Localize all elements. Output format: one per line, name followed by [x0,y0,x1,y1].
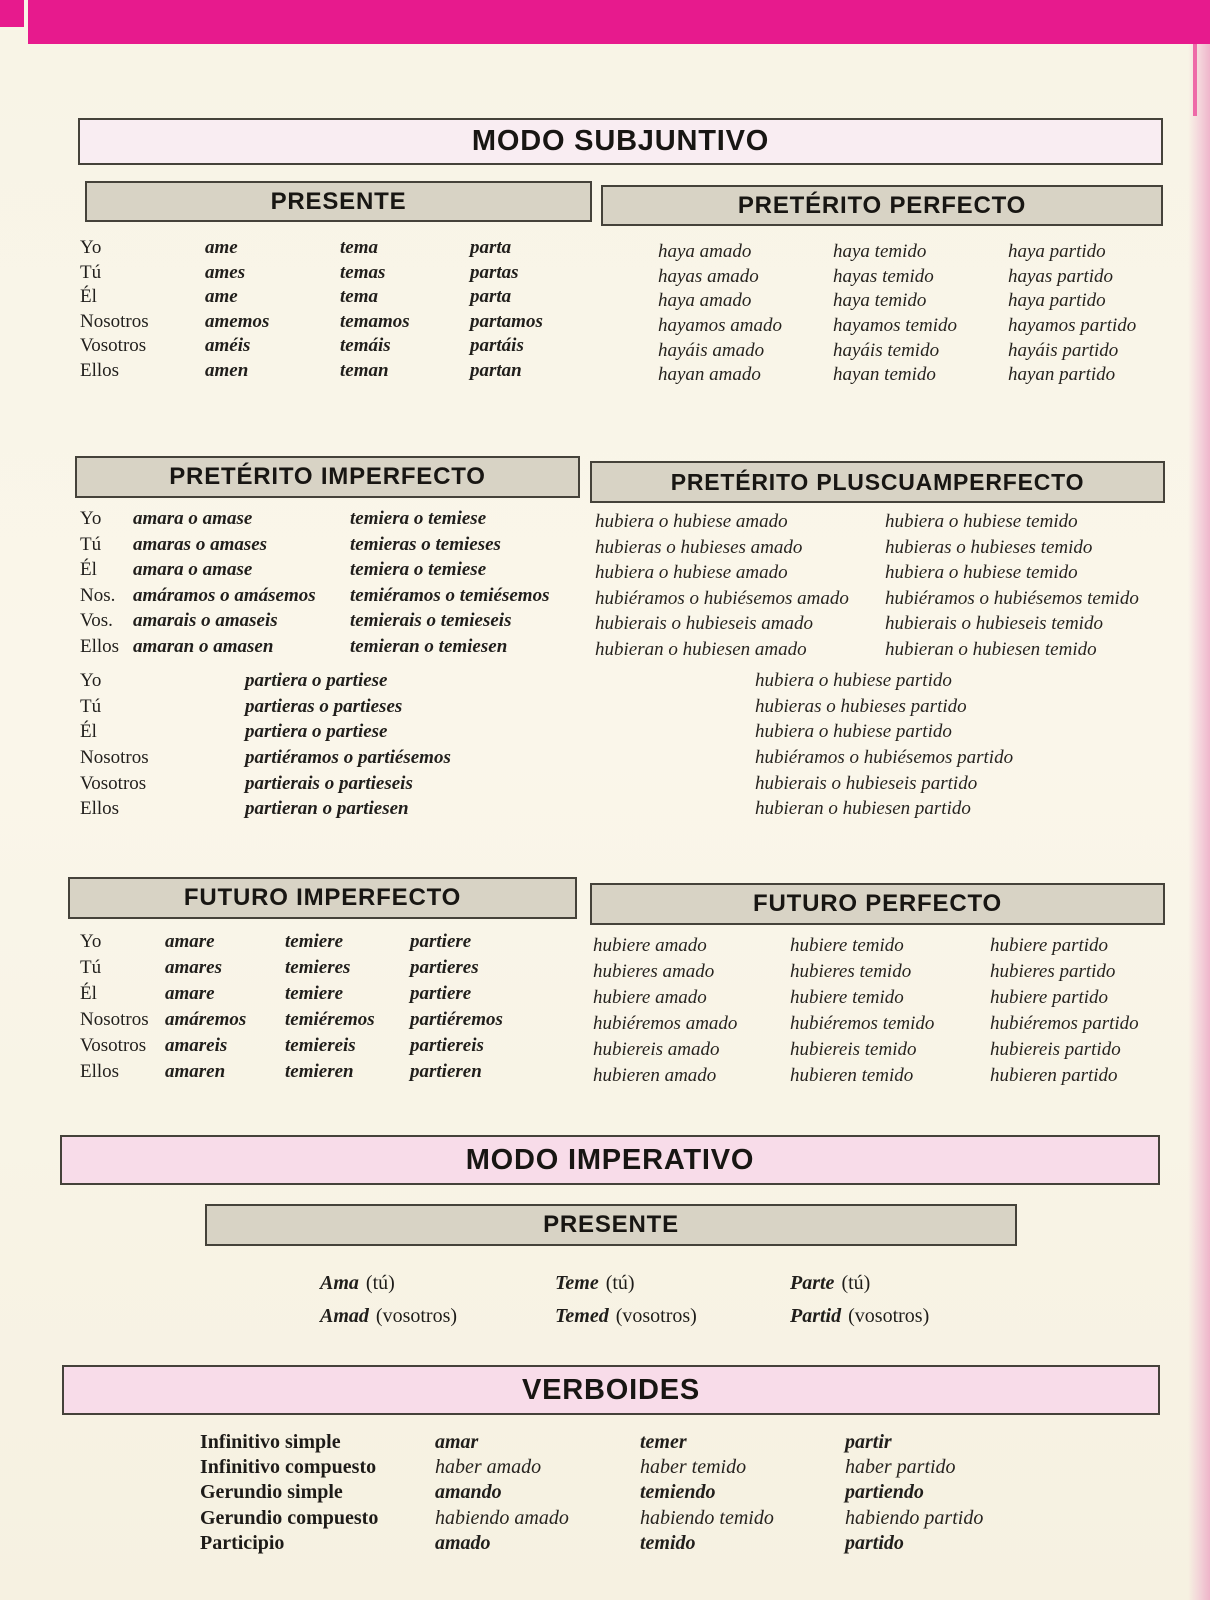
verb-form: tema [340,286,378,307]
verb-form: hubiere temido [790,935,904,956]
pronoun: Tú [80,261,102,283]
verb-form: temiera o temiese [350,508,487,529]
verb-form: amáramos o amásemos [133,584,316,606]
table-futuro-perfecto [593,935,1165,1091]
verb-form: hubiera o hubiese amado [595,511,788,532]
verb-form: tema [340,237,378,258]
verb-form: hubiera o hubiese partido [755,670,952,691]
verb-form: hayan amado [658,364,761,386]
verb-form: hayas amado [658,265,759,287]
person-note: (tú) [841,1272,871,1294]
pronoun: Tú [80,695,102,717]
verb-form: amando [435,1481,502,1504]
verb-form: haber amado [435,1456,542,1479]
table-preterito-perfecto [658,241,1163,389]
verb-form: hubiere amado [593,935,707,956]
verb-form: amen [205,359,249,381]
pronoun: Vos. [80,610,113,632]
verb-form: hayas partido [1008,265,1114,287]
verb-form: hubieren temido [790,1065,914,1086]
verb-form: partas [470,261,519,283]
verb-form: hayamos temido [833,315,958,337]
verb-form: hubieres amado [593,961,715,982]
verb-form: hayamos amado [658,315,783,337]
verb-form: hubiere temido [790,987,904,1008]
verb-form: hubiere partido [990,935,1109,956]
verb-form: hubieres partido [990,961,1116,982]
verb-form: amar [435,1431,479,1453]
top-magenta-bar [28,0,1210,44]
verb-form: hubieras o hubieses partido [755,695,967,717]
person-note: (tú) [605,1272,635,1294]
verb-form: amáremos [165,1009,247,1030]
pronoun: Yo [80,670,102,691]
corner-magenta-square [0,0,24,27]
verb-form: hubierais o hubieseis amado [595,613,813,635]
verb-form: partáis [470,335,524,356]
verb-form: habiendo temido [640,1506,774,1529]
verb-form: hubiera o hubiese partido [755,721,952,743]
verb-form: hubiera o hubiese temido [885,511,1078,532]
imperative-cell [555,1305,790,1328]
pronoun: Nosotros [80,310,149,332]
tense-header-imperativo-presente: PRESENTE [205,1204,1017,1246]
verb-form: habiendo partido [845,1506,984,1529]
verb-form: Ama [320,1272,359,1294]
verb-form: hubieran o hubiesen amado [595,638,807,660]
verb-form: partiere [410,931,472,952]
verb-form: hayan temido [833,364,936,386]
verb-form: amara o amase [133,508,253,529]
verb-form: amares [165,957,222,978]
verb-form: hubieran o hubiesen partido [755,798,971,820]
verb-form: temieres [285,957,351,978]
verb-form: amaran o amasen [133,635,274,657]
verb-form: partamos [470,310,543,332]
pronoun: Vosotros [80,335,147,356]
verb-form: hayáis amado [658,339,765,361]
pronoun: Ellos [80,359,120,381]
verb-form: Teme [555,1272,599,1294]
verb-form: haya partido [1008,241,1106,262]
verb-form: hubiéremos temido [790,1013,935,1034]
verb-form: temiere [285,983,344,1004]
verb-form: hubiéramos o hubiésemos temido [885,587,1139,609]
verb-form: hayas temido [833,265,934,287]
verb-form: temiéramos o temiésemos [350,584,550,606]
tense-header-preterito-imperfecto: PRETÉRITO IMPERFECTO [75,456,580,498]
table-imperativo [320,1272,1165,1338]
verb-form: hayáis partido [1008,339,1119,361]
verb-form: hayan partido [1008,364,1116,386]
verb-form: partan [470,359,522,381]
verboide-label: Infinitivo simple [200,1431,341,1453]
verb-form: partieren [410,1061,482,1082]
imperative-cell [320,1305,555,1328]
pronoun: Él [80,286,97,307]
person-note: (vosotros) [615,1305,697,1327]
verboide-label: Participio [200,1531,285,1554]
verb-form: Partid [790,1305,842,1327]
tense-header-preterito-perfecto: PRETÉRITO PERFECTO [601,185,1163,226]
verb-form: partiéremos [410,1009,503,1030]
verb-form: haber partido [845,1456,956,1479]
verb-form: hubiéremos amado [593,1013,738,1034]
pronoun: Ellos [80,798,120,820]
verb-form: temiereis [285,1035,356,1056]
verb-form: amaren [165,1061,226,1082]
pronoun: Yo [80,508,102,529]
verb-form: temieren [285,1061,354,1082]
verboide-label: Gerundio simple [200,1481,343,1504]
verb-form: haya amado [658,241,752,262]
verb-form: hayamos partido [1008,315,1137,337]
verb-form: hubierais o hubieseis partido [755,772,978,794]
verb-form: temiendo [640,1481,716,1504]
pronoun: Nosotros [80,747,149,769]
verb-form: partierais o partieseis [245,772,413,794]
pronoun: Vosotros [80,1035,147,1056]
verb-form: Parte [790,1272,835,1294]
table-futuro-imperfecto [80,931,577,1087]
table-preterito-imperfecto-amar-temer [80,508,580,662]
page-edge-pink-strip [1188,44,1210,1600]
verb-form: hubiera o hubiese temido [885,562,1078,584]
table-imperfecto-pluscuamperfecto-partir [80,670,1165,824]
verb-form: partieran o partiesen [245,798,409,820]
verb-form: hubiera o hubiese amado [595,562,788,584]
verb-form: Temed [555,1305,609,1327]
verb-form: temieras o temieses [350,533,501,555]
pronoun: Ellos [80,635,120,657]
verb-form: hubieren partido [990,1065,1118,1086]
verb-form: hubiéramos o hubiésemos partido [755,747,1014,769]
imperative-cell [320,1272,555,1295]
verb-form: partiendo [845,1481,924,1504]
verb-form: hubieras o hubieses temido [885,536,1093,558]
table-pluscuamperfecto-amar-temer [595,511,1165,665]
pronoun: Él [80,721,97,743]
table-presente-subjuntivo [80,237,592,384]
verb-form: amare [165,931,215,952]
verb-form: temamos [340,310,410,332]
verb-form: haber temido [640,1456,747,1479]
verb-form: partido [845,1531,904,1554]
imperative-cell [555,1272,790,1295]
verb-form: partiéramos o partiésemos [245,747,451,769]
verb-form: hubieren amado [593,1065,717,1086]
page-edge-pink-line [1193,44,1197,116]
verb-form: temido [640,1531,696,1554]
verb-form: amemos [205,310,270,332]
pronoun: Nos. [80,584,116,606]
verb-form: temieran o temiesen [350,635,508,657]
verb-form: hubiereis partido [990,1039,1121,1060]
verb-form: hubiere partido [990,987,1109,1008]
pronoun: Nosotros [80,1009,149,1030]
verb-form: partir [845,1431,892,1453]
imperative-cell [790,1305,1165,1328]
verb-form: amado [435,1531,491,1554]
verb-form: hubieran o hubiesen temido [885,638,1097,660]
verb-form: temierais o temieseis [350,610,512,632]
verb-form: haya amado [658,290,752,312]
tense-header-presente: PRESENTE [85,181,592,222]
imperative-cell [790,1272,1165,1295]
verb-form: hayáis temido [833,339,940,361]
verb-form: parta [470,237,512,258]
verb-form: Amad [320,1305,369,1327]
verb-form: amareis [165,1035,228,1056]
verb-form: amarais o amaseis [133,610,278,632]
verb-form: haya partido [1008,290,1106,312]
section-header-modo-imperativo: MODO IMPERATIVO [60,1135,1160,1185]
verb-form: hubieras o hubieses amado [595,536,803,558]
person-note: (vosotros) [375,1305,458,1327]
pronoun: Tú [80,533,102,555]
verb-form: amaras o amases [133,533,268,555]
verb-form: parta [470,286,512,307]
verb-form: temáis [340,335,391,356]
verb-form: partiereis [410,1035,484,1056]
tense-header-futuro-imperfecto: FUTURO IMPERFECTO [68,877,577,919]
verb-form: partiera o partiese [245,670,388,691]
tense-header-preterito-pluscuamperfecto: PRETÉRITO PLUSCUAMPERFECTO [590,461,1165,503]
verboide-label: Gerundio compuesto [200,1506,379,1529]
pronoun: Él [80,559,97,581]
pronoun: Yo [80,931,102,952]
verb-form: haya temido [833,290,927,312]
verb-form: partiere [410,983,472,1004]
verboide-label: Infinitivo compuesto [200,1456,377,1479]
verb-form: amare [165,983,215,1004]
verb-form: hubiereis amado [593,1039,720,1060]
section-header-verboides: VERBOIDES [62,1365,1160,1415]
verb-form: hubiéramos o hubiésemos amado [595,587,849,609]
table-verboides [200,1431,1165,1557]
verb-form: temas [340,261,386,283]
verb-form: partiera o partiese [245,721,388,743]
verb-form: temiere [285,931,344,952]
pronoun: Ellos [80,1061,120,1082]
pronoun: Vosotros [80,772,147,794]
verb-form: amara o amase [133,559,253,581]
verb-form: ame [205,237,238,258]
pronoun: Yo [80,237,102,258]
pronoun: Tú [80,957,102,978]
person-note: (tú) [365,1272,395,1294]
tense-header-futuro-perfecto: FUTURO PERFECTO [590,883,1165,925]
verb-form: hubiere amado [593,987,707,1008]
person-note: (vosotros) [848,1305,930,1327]
verb-form: temiéremos [285,1009,375,1030]
verb-form: hubiéremos partido [990,1013,1139,1034]
verb-form: temer [640,1431,687,1453]
verb-form: ame [205,286,238,307]
verb-form: partieres [410,957,479,978]
section-header-modo-subjuntivo: MODO SUBJUNTIVO [78,118,1163,165]
verb-form: haya temido [833,241,927,262]
verb-form: ames [205,261,246,283]
pronoun: Él [80,983,97,1004]
verb-form: hubieres temido [790,961,912,982]
verb-form: habiendo amado [435,1506,569,1529]
verb-form: partieras o partieses [245,695,403,717]
verb-form: améis [205,335,251,356]
verb-form: teman [340,359,389,381]
verb-form: temiera o temiese [350,559,487,581]
verb-form: hubierais o hubieseis temido [885,613,1103,635]
verb-form: hubiereis temido [790,1039,917,1060]
